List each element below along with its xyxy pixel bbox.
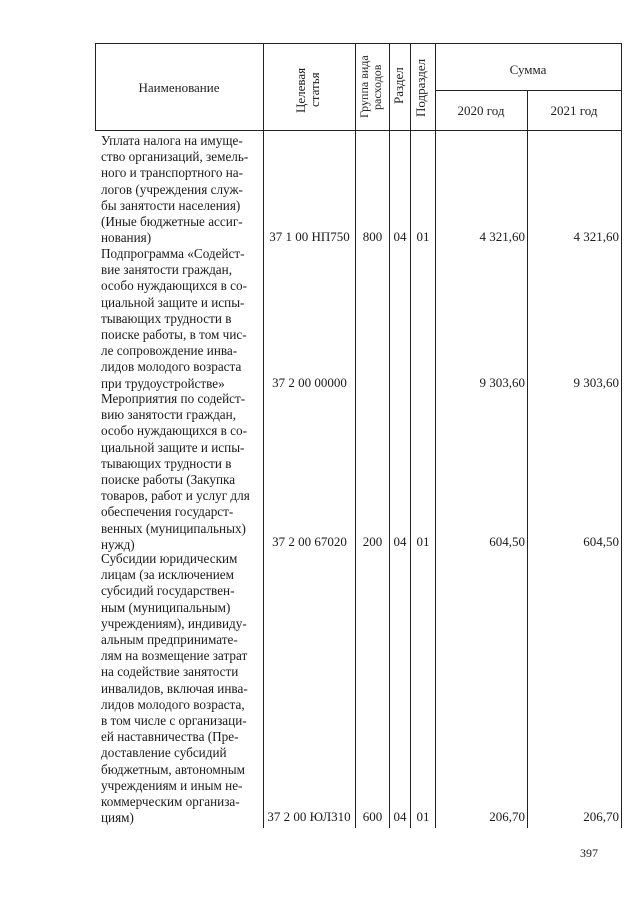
sum-header-divider	[435, 90, 621, 91]
row-expense-group: 600	[362, 809, 383, 824]
header-target-article: Целевая статья	[293, 67, 322, 113]
row-target-article: 37 2 00 00000	[272, 375, 347, 390]
header-year-2020: 2020 год	[457, 103, 505, 118]
col-divider-2020	[527, 90, 528, 828]
col-divider-code	[355, 43, 356, 828]
row-name: Субсидии юридическим лицам (за исключением субсидий государствен- ным (муниципальным) учреждениям), индивиду- альным предпринимате- лям на возмещение затрат на содействие занятости инвалидов, включая инва- лидов молодого возраста, в том числе с организаци- ей наставничества (Пре- доставление субсидий бюджетным, автономным учреждениям и иным не- коммерческим организа- циям)	[101, 551, 248, 826]
row-sum-2021: 9 303,60	[573, 375, 619, 390]
row-section: 04	[393, 229, 407, 244]
header-expense-group: Группа вида расходов	[357, 55, 384, 119]
row-sum-2021: 4 321,60	[573, 229, 619, 244]
row-sum-2021: 206,70	[583, 809, 619, 824]
table-top-border	[95, 43, 621, 44]
row-section: 04	[393, 809, 407, 824]
col-divider-name	[263, 43, 264, 828]
row-sum-2020: 206,70	[489, 809, 525, 824]
row-target-article: 37 2 00 ЮЛ310	[267, 809, 351, 824]
header-sum: Сумма	[509, 62, 547, 77]
row-expense-group: 800	[362, 229, 383, 244]
row-target-article: 37 1 00 НП750	[269, 229, 350, 244]
col-divider-group	[389, 43, 390, 828]
col-divider-section	[410, 43, 411, 828]
row-sum-2021: 604,50	[583, 534, 619, 549]
header-subsection: Подраздел	[413, 58, 428, 118]
row-target-article: 37 2 00 67020	[272, 534, 347, 549]
row-section: 04	[393, 534, 407, 549]
header-section: Раздел	[391, 67, 406, 105]
page-number: 397	[580, 846, 598, 860]
row-subsection: 01	[416, 229, 430, 244]
header-bottom-border	[95, 130, 621, 131]
row-subsection: 01	[416, 809, 430, 824]
header-year-2021: 2021 год	[550, 103, 598, 118]
row-name: Мероприятия по содейст- вию занятости граждан, особо нуждающихся в со- циальной защите и испы- тывающих трудности в поиске работы (Закупка товаров, работ и услуг для обеспечения государст- венных (муниципальных) нужд)	[101, 391, 250, 552]
row-sum-2020: 604,50	[489, 534, 525, 549]
row-sum-2020: 9 303,60	[479, 375, 525, 390]
row-expense-group: 200	[362, 534, 383, 549]
row-name: Уплата налога на имуще- ство организаций, земель- ного и транспортного на- логов (учреждения служ- бы занятости населения) (Иные бюджетные ассиг- нования)	[101, 133, 249, 246]
table-right-border	[621, 43, 622, 828]
row-name: Подпрограмма «Содейст- вие занятости граждан, особо нуждающихся в со- циальной защите и испы- тывающих трудности в поиске работы, в том чис- ле сопровождение инва- лидов молодого возраста при трудоустройстве»	[101, 246, 247, 391]
header-name: Наименование	[138, 80, 220, 95]
row-sum-2020: 4 321,60	[479, 229, 525, 244]
col-divider-subsection	[435, 43, 436, 828]
row-subsection: 01	[416, 534, 430, 549]
